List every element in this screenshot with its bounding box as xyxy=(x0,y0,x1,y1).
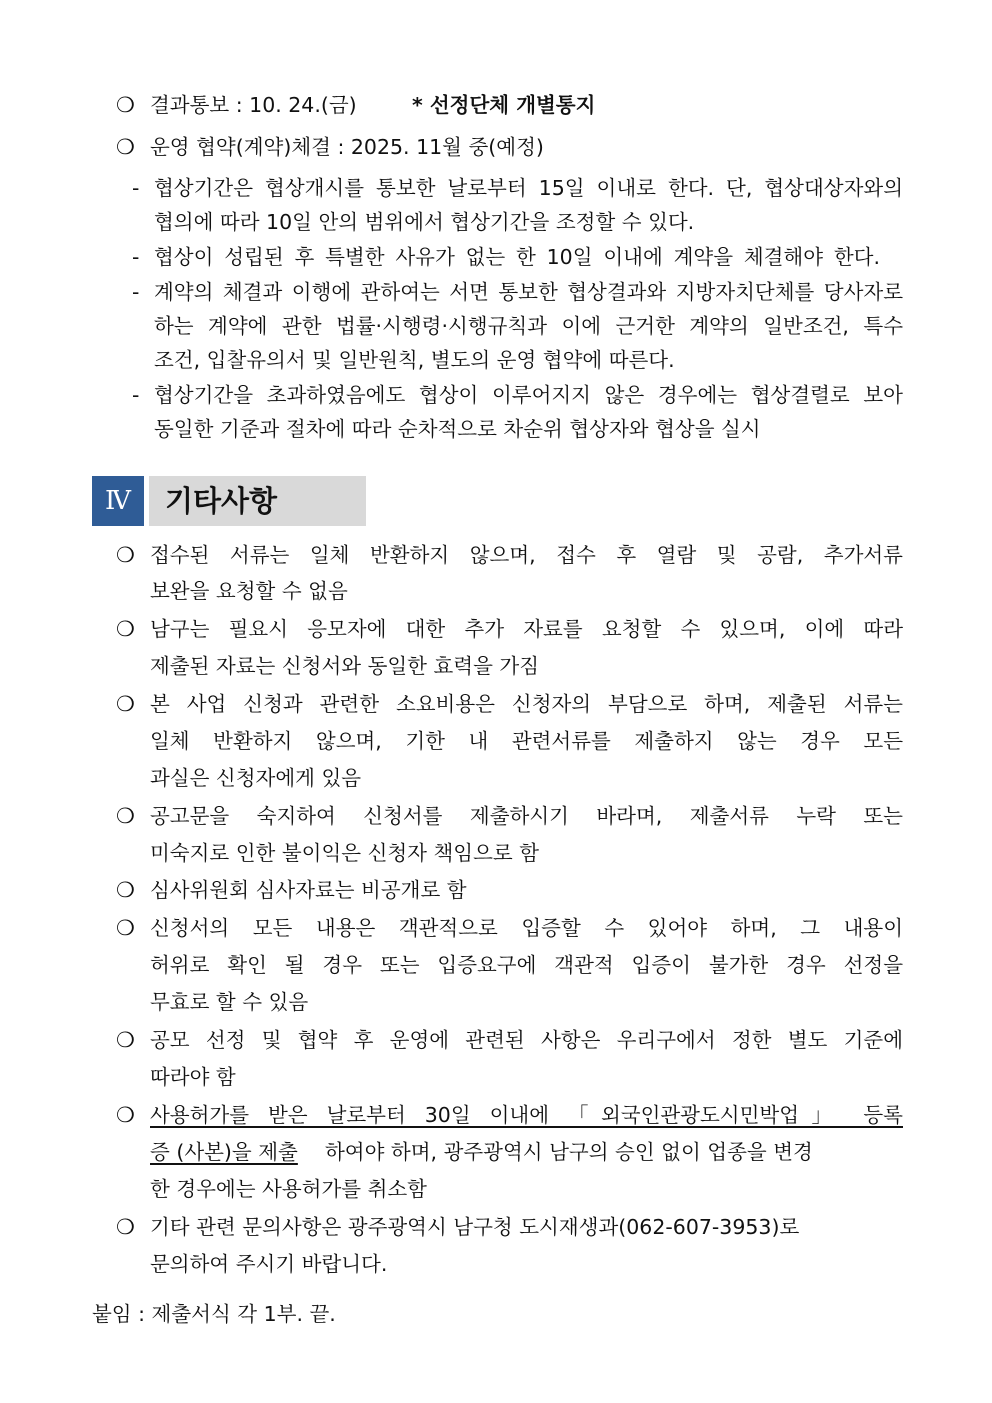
sub-item-line: 하는 계약에 관한 법률·시행령·시행규칙과 이에 근거한 계약의 일반조건, 특수 xyxy=(154,314,903,338)
item-line: 심사위원회 심사자료는 비공개로 함 xyxy=(150,878,467,902)
item-line: 허위로 확인 될 경우 또는 입증요구에 객관적 입증이 불가한 경우 선정을 xyxy=(150,953,903,977)
sub-item-line: 조건, 입찰유의서 및 일반원칙, 별도의 운영 협약에 따른다. xyxy=(154,348,675,372)
item-line: 무효로 할 수 있음 xyxy=(150,990,309,1014)
permit-line-1: 사용허가를 받은 날로부터 30일 이내에 「외국인관광도시민박업」 등록 xyxy=(150,1103,903,1127)
item-line: 접수된 서류는 일체 반환하지 않으며, 접수 후 열람 및 공람, 추가서류 xyxy=(150,543,903,567)
result-notice-note: * 선정단체 개별통지 xyxy=(412,93,596,117)
bullet-circle: ❍ xyxy=(116,804,135,828)
dash-bullet: - xyxy=(132,383,140,407)
result-notice-text: 결과통보 : 10. 24.(금) xyxy=(150,93,357,117)
bullet-circle: ❍ xyxy=(116,93,135,117)
item-line: 공고문을 숙지하여 신청서를 제출하시기 바라며, 제출서류 누락 또는 xyxy=(150,804,903,828)
item-line: 제출된 자료는 신청서와 동일한 효력을 가짐 xyxy=(150,654,540,678)
bullet-circle: ❍ xyxy=(116,1103,135,1127)
section-title: 기타사항 xyxy=(149,476,366,526)
inquiry-line: 문의하여 주시기 바랍니다. xyxy=(150,1252,388,1276)
sub-item-line: 동일한 기준과 절차에 따라 순차적으로 차순위 협상자와 협상을 실시 xyxy=(154,417,761,441)
item-line: 따라야 함 xyxy=(150,1065,236,1089)
sub-item-line: 협상기간은 협상개시를 통보한 날로부터 15일 이내로 한다. 단, 협상대상자와의 xyxy=(154,176,903,200)
contract-text: 운영 협약(계약)체결 : 2025. 11월 중(예정) xyxy=(150,135,544,159)
sub-item-line: 협상이 성립된 후 특별한 사유가 없는 한 10일 이내에 계약을 체결해야 한다. xyxy=(154,245,880,269)
dash-bullet: - xyxy=(132,245,140,269)
inquiry-line: 기타 관련 문의사항은 광주광역시 남구청 도시재생과(062-607-3953)로 xyxy=(150,1215,800,1239)
bullet-circle: ❍ xyxy=(116,1215,135,1239)
sub-item-line: 협의에 따라 10일 안의 범위에서 협상기간을 조정할 수 있다. xyxy=(154,210,695,234)
item-line: 본 사업 신청과 관련한 소요비용은 신청자의 부담으로 하며, 제출된 서류는 xyxy=(150,692,903,716)
item-line: 보완을 요청할 수 없음 xyxy=(150,579,348,603)
dash-bullet: - xyxy=(132,280,140,304)
item-line: 과실은 신청자에게 있음 xyxy=(150,766,362,790)
bullet-circle: ❍ xyxy=(116,916,135,940)
permit-line-2-rest: 하여야 하며, 광주광역시 남구의 승인 없이 업종을 변경 xyxy=(325,1140,813,1164)
bullet-circle: ❍ xyxy=(116,135,135,159)
bullet-circle: ❍ xyxy=(116,543,135,567)
sub-item-line: 계약의 체결과 이행에 관하여는 서면 통보한 협상결과와 지방자치단체를 당사자로 xyxy=(154,280,903,304)
bullet-circle: ❍ xyxy=(116,617,135,641)
dash-bullet: - xyxy=(132,176,140,200)
attachment-line: 붙임 : 제출서식 각 1부. 끝. xyxy=(92,1302,336,1326)
item-line: 신청서의 모든 내용은 객관적으로 입증할 수 있어야 하며, 그 내용이 xyxy=(150,916,903,940)
permit-line-3: 한 경우에는 사용허가를 취소함 xyxy=(150,1177,427,1201)
item-line: 일체 반환하지 않으며, 기한 내 관련서류를 제출하지 않는 경우 모든 xyxy=(150,729,903,753)
bullet-circle: ❍ xyxy=(116,878,135,902)
item-line: 남구는 필요시 응모자에 대한 추가 자료를 요청할 수 있으며, 이에 따라 xyxy=(150,617,903,641)
permit-line-2-underlined: 증 (사본)을 제출 xyxy=(150,1140,298,1164)
item-line: 공모 선정 및 협약 후 운영에 관련된 사항은 우리구에서 정한 별도 기준에 xyxy=(150,1028,903,1052)
bullet-circle: ❍ xyxy=(116,692,135,716)
item-line: 미숙지로 인한 불이익은 신청자 책임으로 함 xyxy=(150,841,540,865)
sub-item-line: 협상기간을 초과하였음에도 협상이 이루어지지 않은 경우에는 협상결렬로 보아 xyxy=(154,383,903,407)
section-number-box: Ⅳ xyxy=(92,476,144,526)
bullet-circle: ❍ xyxy=(116,1028,135,1052)
